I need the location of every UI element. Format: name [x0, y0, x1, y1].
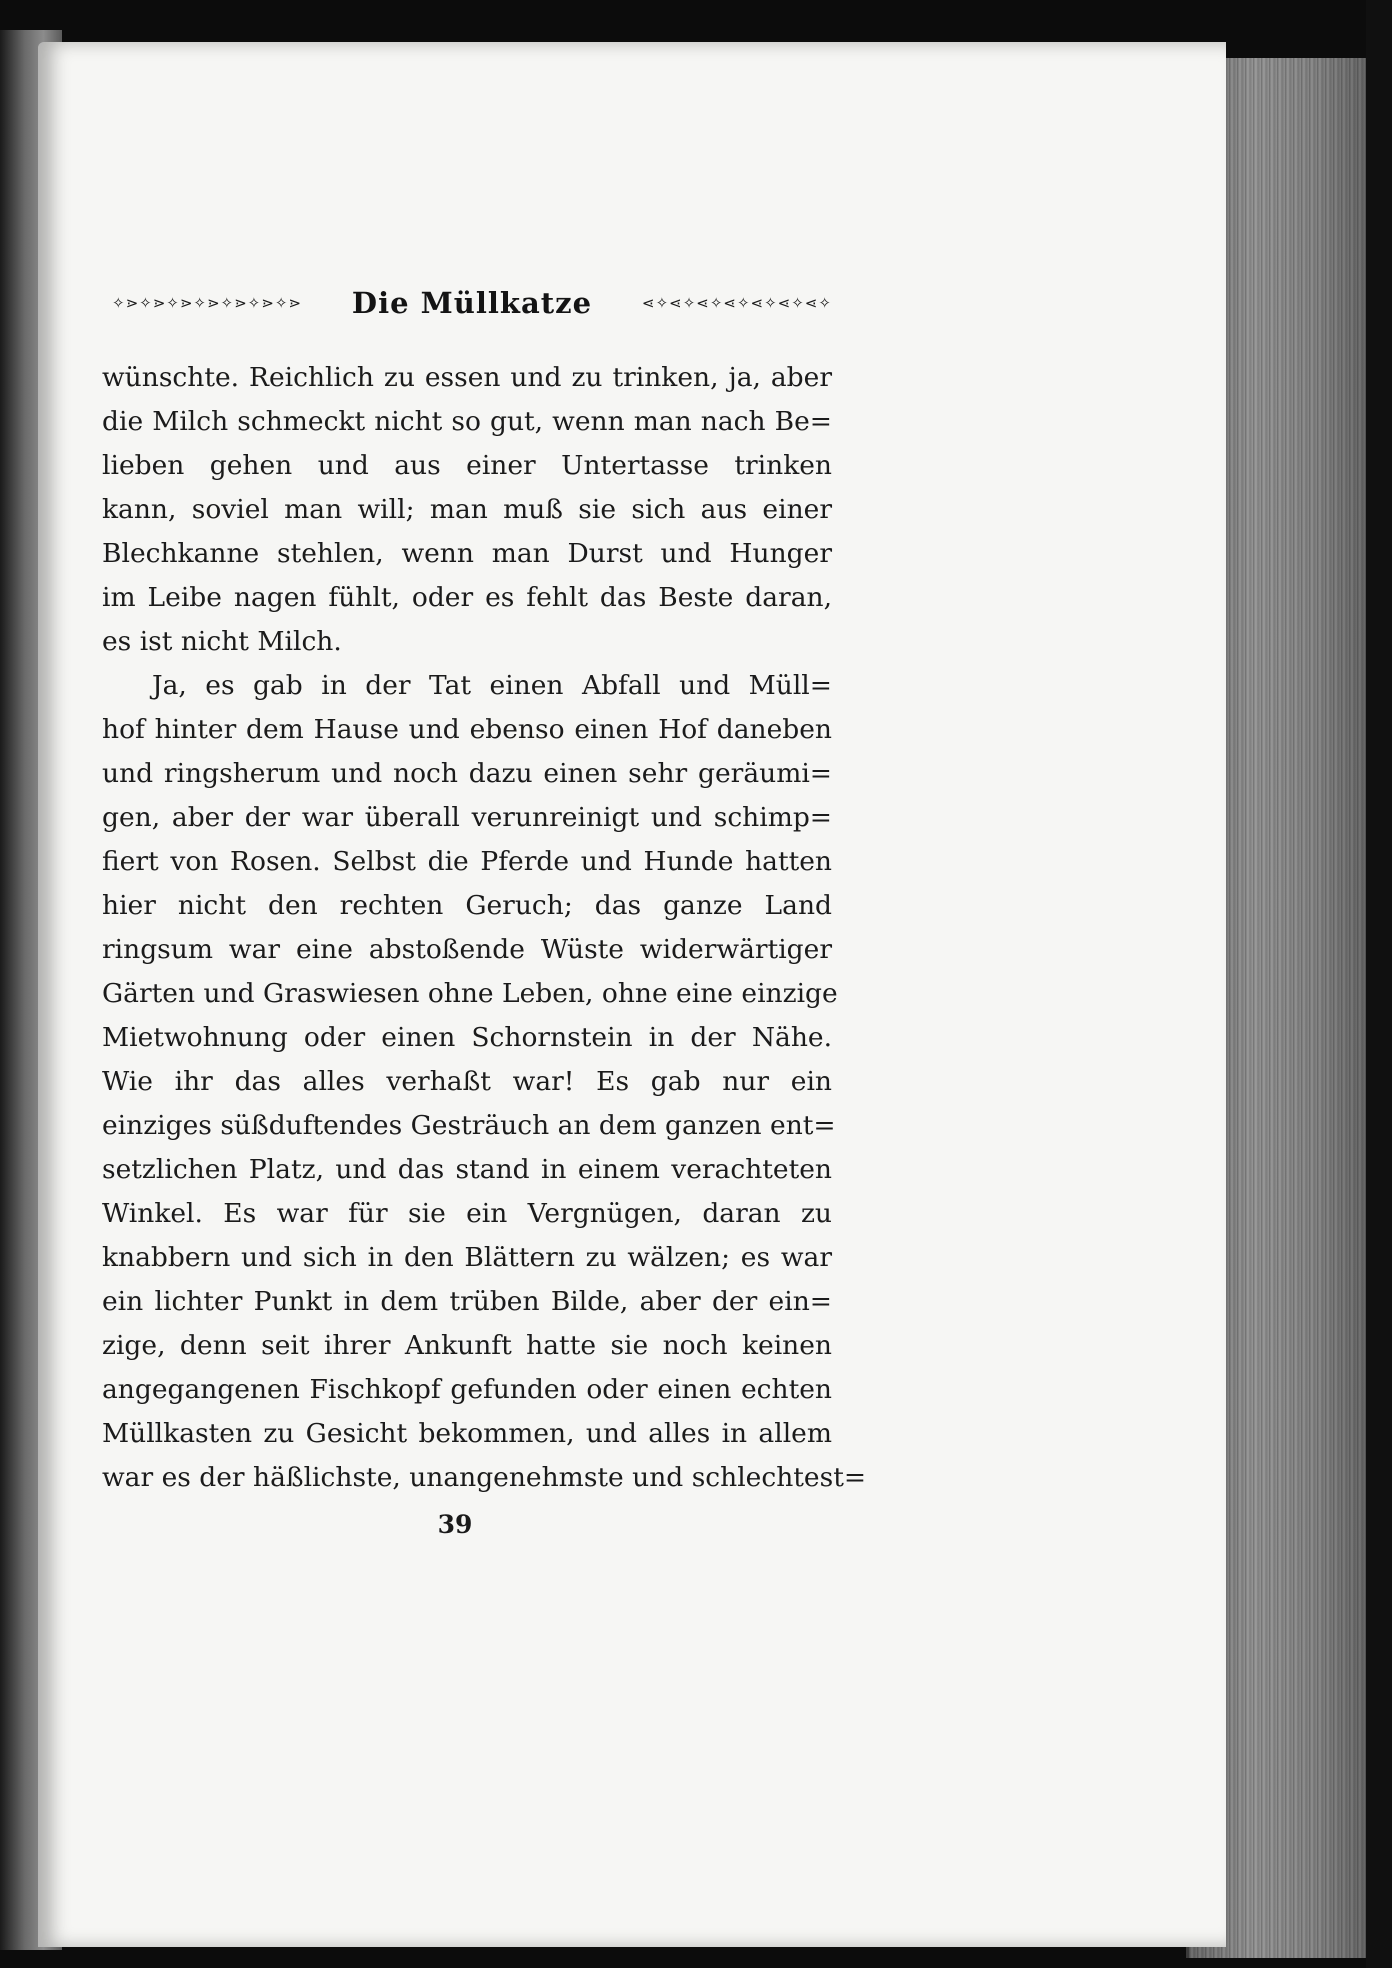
- background-right: [1366, 0, 1392, 1968]
- text-line: hof hinter dem Hause und ebenso einen Hof daneben: [102, 714, 832, 745]
- running-title: Die Müllkatze: [351, 286, 593, 320]
- text-line: einziges süßduftendes Gesträuch an dem ganzen ent=: [102, 1110, 836, 1141]
- text-line: ein lichter Punkt in dem trüben Bilde, aber der ein=: [102, 1286, 832, 1317]
- header-ornament-left: ✧⋗✧⋗✧⋗✧⋗✧⋗✧⋗✧⋗: [112, 294, 302, 312]
- header-ornament-right: ⋖✧⋖✧⋖✧⋖✧⋖✧⋖✧⋖✧: [642, 294, 832, 312]
- text-line: fiert von Rosen. Selbst die Pferde und Hunde hatten: [102, 846, 832, 877]
- text-line: Gärten und Graswiesen ohne Leben, ohne eine einzige: [102, 978, 838, 1009]
- text-line: Mietwohnung oder einen Schornstein in der Nähe.: [102, 1022, 832, 1053]
- text-line: im Leibe nagen fühlt, oder es fehlt das Beste daran,: [102, 582, 832, 613]
- text-line: angegangenen Fischkopf gefunden oder einen echten: [102, 1374, 832, 1405]
- text-line: und ringsherum und noch dazu einen sehr geräumi=: [102, 758, 832, 789]
- body-text: [102, 356, 867, 1500]
- text-line: Ja, es gab in der Tat einen Abfall und Müll=: [152, 670, 832, 701]
- text-line: wünschte. Reichlich zu essen und zu trinken, ja, aber: [102, 362, 832, 393]
- text-line: ringsum war eine abstoßende Wüste widerwärtiger: [102, 934, 832, 965]
- text-line: kann, soviel man will; man muß sie sich aus einer: [102, 494, 832, 525]
- text-line: Winkel. Es war für sie ein Vergnügen, daran zu: [102, 1198, 832, 1229]
- text-line: setzlichen Platz, und das stand in einem verachteten: [102, 1154, 832, 1185]
- text-line: Blechkanne stehlen, wenn man Durst und Hunger: [102, 538, 832, 569]
- text-line: es ist nicht Milch.: [102, 626, 342, 657]
- text-line: zige, denn seit ihrer Ankunft hatte sie noch keinen: [102, 1330, 832, 1361]
- text-line: Müllkasten zu Gesicht bekommen, und alles in allem: [102, 1418, 832, 1449]
- page-number: 39: [437, 1510, 473, 1539]
- text-line: die Milch schmeckt nicht so gut, wenn man nach Be=: [102, 406, 832, 437]
- text-line: knabbern und sich in den Blättern zu wälzen; es war: [102, 1242, 832, 1273]
- text-line: lieben gehen und aus einer Untertasse trinken: [102, 450, 832, 481]
- text-line: hier nicht den rechten Geruch; das ganze Land: [102, 890, 832, 921]
- text-line: Wie ihr das alles verhaßt war! Es gab nur ein: [102, 1066, 832, 1097]
- text-line: gen, aber der war überall verunreinigt und schimp=: [102, 802, 832, 833]
- running-header: [112, 278, 832, 328]
- text-line: war es der häßlichste, unangenehmste und schlechtest=: [102, 1462, 867, 1493]
